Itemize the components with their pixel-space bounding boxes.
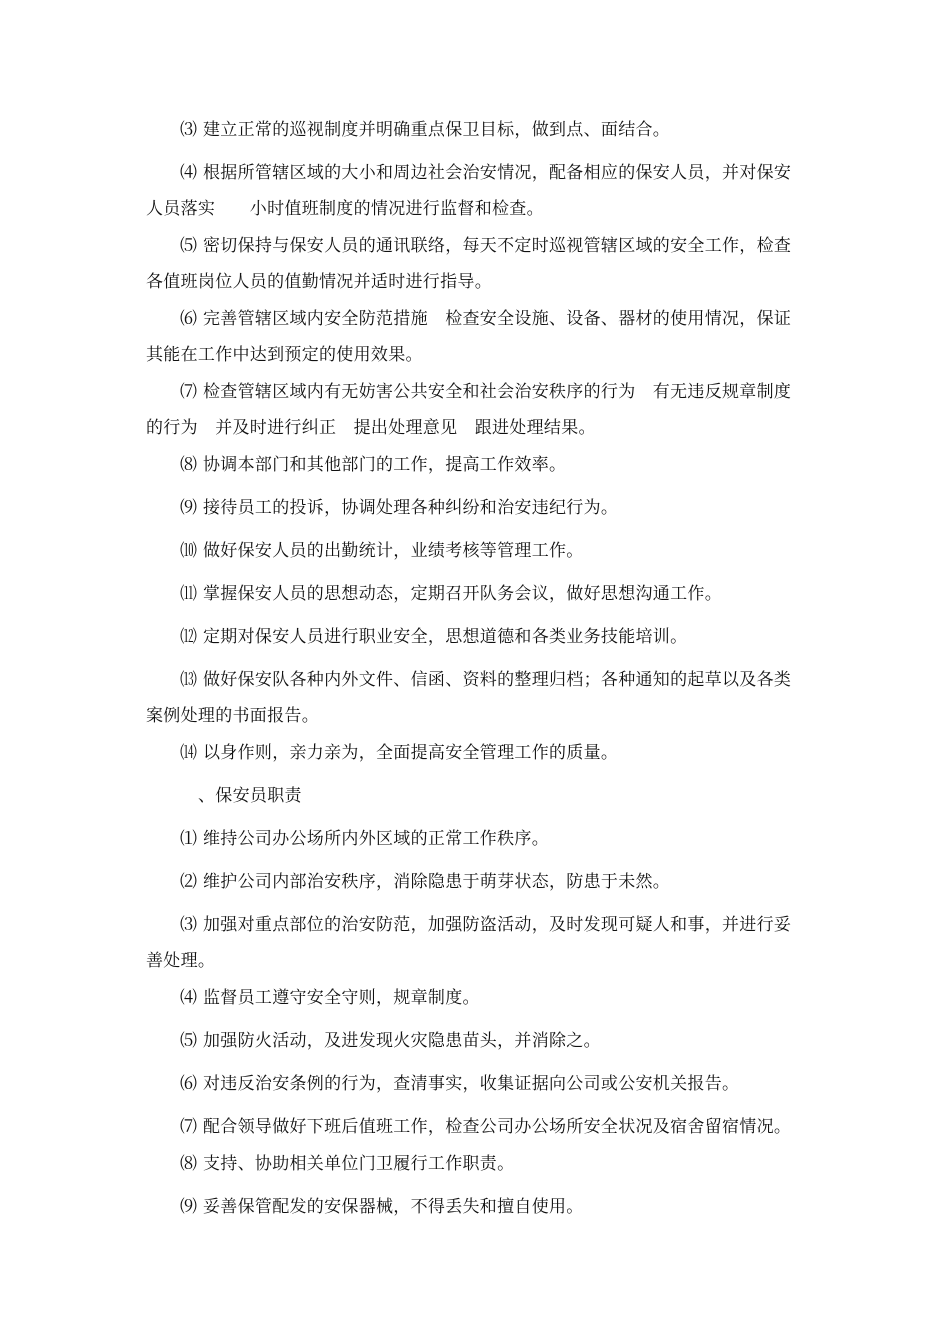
paragraph-2: ⑷ 根据所管辖区域的大小和周边社会治安情况，配备相应的保安人员，并对保安人员落实 小时值班制度的情况进行监督和检查。 — [146, 163, 792, 219]
paragraph-21: ⑼ 妥善保管配发的安保器械，不得丢失和擅自使用。 — [180, 1197, 584, 1217]
paragraph-5: ⑺ 检查管辖区域内有无妨害公共安全和社会治安秩序的行为 有无违反规章制度的行为 并及时进行纠正 提出处理意见 跟进处理结果。 — [146, 382, 792, 438]
paragraph-6: ⑻ 协调本部门和其他部门的工作，提高工作效率。 — [180, 455, 567, 475]
paragraph-1: ⑶ 建立正常的巡视制度并明确重点保卫目标，做到点、面结合。 — [180, 120, 671, 140]
document-body — [146, 112, 806, 1232]
paragraph-7: ⑼ 接待员工的投诉，协调处理各种纠纷和治安违纪行为。 — [180, 498, 619, 518]
paragraph-19: ⑺ 配合领导做好下班后值班工作，检查公司办公场所安全状况及宿舍留宿情况。 — [180, 1117, 792, 1137]
section-heading: 、保安员职责 — [198, 786, 302, 806]
paragraph-20: ⑻ 支持、协助相关单位门卫履行工作职责。 — [180, 1154, 515, 1174]
paragraph-10: ⑿ 定期对保安人员进行职业安全，思想道德和各类业务技能培训。 — [180, 627, 688, 647]
paragraph-11: ⒀ 做好保安队各种内外文件、信函、资料的整理归档；各种通知的起草以及各类案例处理的书面报告。 — [146, 670, 792, 726]
paragraph-14: ⑵ 维护公司内部治安秩序，消除隐患于萌芽状态，防患于未然。 — [180, 872, 671, 892]
paragraph-15: ⑶ 加强对重点部位的治安防范，加强防盗活动，及时发现可疑人和事，并进行妥善处理。 — [146, 915, 792, 971]
paragraph-17: ⑸ 加强防火活动，及进发现火灾隐患苗头，并消除之。 — [180, 1031, 601, 1051]
paragraph-3: ⑸ 密切保持与保安人员的通讯联络，每天不定时巡视管辖区域的安全工作，检查各值班岗位人员的值勤情况并适时进行指导。 — [146, 236, 792, 292]
paragraph-4: ⑹ 完善管辖区域内安全防范措施 检查安全设施、设备、器材的使用情况，保证其能在工作中达到预定的使用效果。 — [146, 309, 792, 365]
paragraph-13: ⑴ 维持公司办公场所内外区域的正常工作秩序。 — [180, 829, 550, 849]
paragraph-8: ⑽ 做好保安人员的出勤统计，业绩考核等管理工作。 — [180, 541, 584, 561]
paragraph-18: ⑹ 对违反治安条例的行为，查清事实，收集证据向公司或公安机关报告。 — [180, 1074, 740, 1094]
paragraph-16: ⑷ 监督员工遵守安全守则，规章制度。 — [180, 988, 480, 1008]
paragraph-9: ⑾ 掌握保安人员的思想动态，定期召开队务会议，做好思想沟通工作。 — [180, 584, 723, 604]
paragraph-12: ⒁ 以身作则，亲力亲为，全面提高安全管理工作的质量。 — [180, 743, 619, 763]
